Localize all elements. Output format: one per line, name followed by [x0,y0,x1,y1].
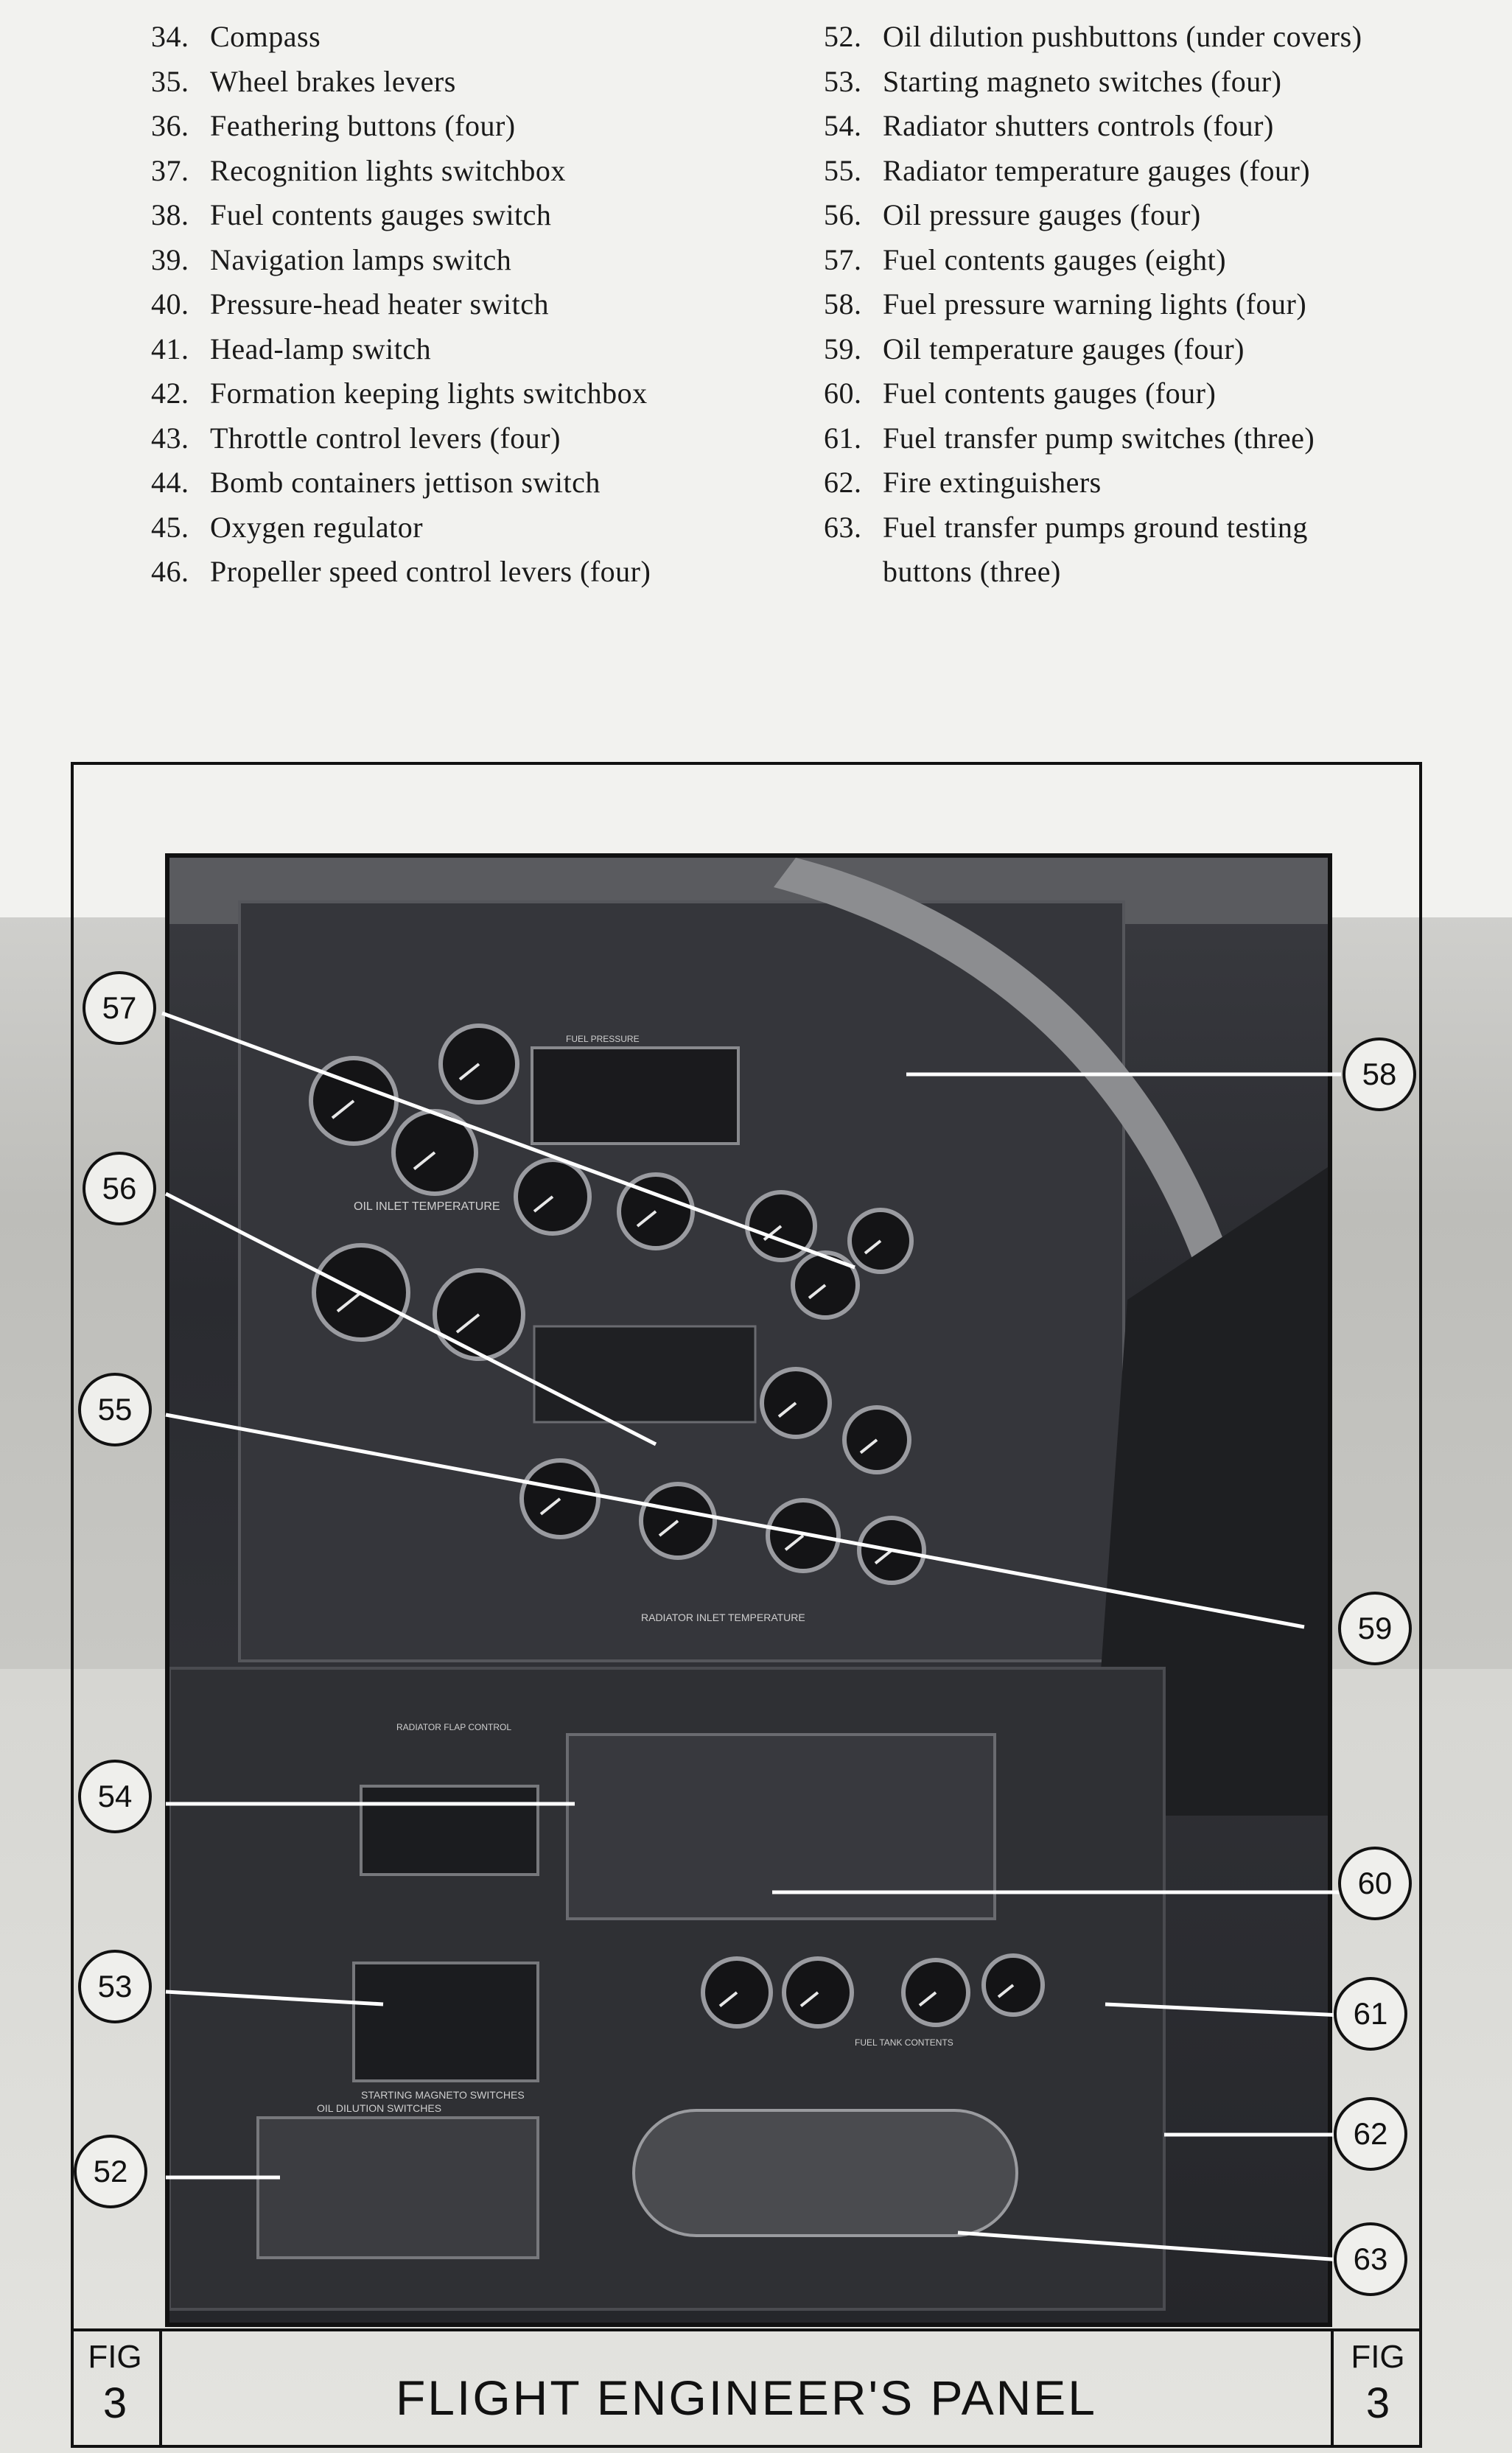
legend-text: Compass [210,20,321,53]
legend-text: Fuel transfer pumps ground testing buttons (three) [883,510,1308,588]
oil-inlet-temperature-label: OIL INLET TEMPERATURE [354,1200,500,1213]
fig-word-right: FIG [1351,2339,1405,2375]
legend-item [151,461,651,505]
legend-number: 60. [824,377,862,410]
callout-55: 55 [78,1373,152,1446]
legend-list-left [151,15,651,595]
legend-number: 63. [824,510,862,544]
legend-number: 61. [824,421,862,455]
legend-number: 45. [151,510,189,544]
legend-number: 59. [824,332,862,365]
legend-item [824,60,1362,105]
legend-number: 39. [151,242,189,276]
legend-item [151,104,651,149]
fig-label-right [1331,2331,1422,2448]
legend-number: 58. [824,287,862,321]
legend-number: 62. [824,466,862,499]
legend-number: 36. [151,109,189,142]
callout-53: 53 [78,1950,152,2023]
legend-number: 43. [151,421,189,455]
callout-56: 56 [83,1152,156,1225]
legend-item [824,282,1362,327]
callout-61: 61 [1334,1977,1407,2051]
legend-text: Fire extinguishers [883,466,1102,499]
panel-illustration [169,858,1328,2323]
legend-text: Feathering buttons (four) [210,109,516,142]
legend-list-right [824,15,1362,595]
legend-number: 38. [151,198,189,231]
legend-text: Fuel contents gauges switch [210,198,552,231]
legend-number: 57. [824,242,862,276]
legend-text: Pressure-head heater switch [210,287,549,321]
legend-item [151,505,651,550]
fig-word-left: FIG [88,2339,142,2375]
legend-item [824,505,1362,595]
legend-text: Oil pressure gauges (four) [883,198,1201,231]
magneto-switchbox [354,1963,538,2081]
legend-text: Oxygen regulator [210,510,424,544]
legend-number: 41. [151,332,189,365]
legend-item [824,416,1362,461]
legend-item [824,327,1362,372]
legend-item [151,550,651,595]
legend-text: Propeller speed control levers (four) [210,555,651,588]
legend-number: 46. [151,555,189,588]
warning-lights-panel [532,1048,738,1144]
legend-number: 54. [824,109,862,142]
legend-number: 42. [151,377,189,410]
legend-text: Fuel contents gauges (eight) [883,242,1227,276]
legend-number: 52. [824,20,862,53]
legend-number: 35. [151,64,189,98]
legend-item [151,371,651,416]
radiator-flap-control-label: RADIATOR FLAP CONTROL [396,1722,512,1732]
legend-text: Head-lamp switch [210,332,432,365]
legend-text: Formation keeping lights switchbox [210,377,648,410]
legend-number: 37. [151,153,189,187]
legend-item [824,371,1362,416]
flight-engineer-panel-photo [165,853,1332,2327]
callout-54: 54 [78,1760,152,1833]
legend-item [151,149,651,194]
legend-text: Wheel brakes levers [210,64,456,98]
legend-text: Oil dilution pushbuttons (under covers) [883,20,1362,53]
fuel-pressure-label: FUEL PRESSURE [566,1034,640,1044]
legend-item [824,149,1362,194]
figure-title: FLIGHT ENGINEER'S PANEL [395,2370,1098,2425]
legend-item [151,15,651,60]
legend-item [824,193,1362,238]
callout-52: 52 [74,2135,147,2208]
legend-number: 40. [151,287,189,321]
legend-text: Fuel transfer pump switches (three) [883,421,1315,455]
legend-text: Navigation lamps switch [210,242,512,276]
fire-extinguisher [634,2110,1017,2236]
legend-item [151,193,651,238]
legend-item [151,416,651,461]
fig-number-left: 3 [102,2379,127,2427]
fuel-tank-contents-label: FUEL TANK CONTENTS [855,2037,953,2048]
callout-57: 57 [83,971,156,1045]
starting-magneto-switches-label: STARTING MAGNETO SWITCHES [361,2089,525,2101]
legend-text: Fuel contents gauges (four) [883,377,1217,410]
legend-item [151,60,651,105]
blank-plate [567,1735,995,1919]
legend-text: Oil temperature gauges (four) [883,332,1245,365]
legend-item [824,104,1362,149]
legend-text: Bomb containers jettison switch [210,466,601,499]
legend-number: 44. [151,466,189,499]
legend-text: Radiator shutters controls (four) [883,109,1274,142]
bar-indicator-block [534,1326,755,1422]
legend-item [824,15,1362,60]
legend-item [151,327,651,372]
legend-number: 55. [824,153,862,187]
legend-number: 53. [824,64,862,98]
callout-60: 60 [1338,1847,1412,1920]
callout-59: 59 [1338,1592,1412,1665]
legend-text: Radiator temperature gauges (four) [883,153,1311,187]
callout-58: 58 [1343,1037,1416,1111]
legend-item [151,238,651,283]
legend-text: Fuel pressure warning lights (four) [883,287,1307,321]
legend-item [824,238,1362,283]
legend-text: Recognition lights switchbox [210,153,566,187]
oil-dilution-box [258,2118,538,2258]
legend-text: Starting magneto switches (four) [883,64,1282,98]
figure-footer [71,2328,1422,2448]
callout-62: 62 [1334,2097,1407,2171]
fig-number-right: 3 [1365,2379,1390,2427]
oil-dilution-switches-label: OIL DILUTION SWITCHES [317,2102,442,2114]
legend-item [151,282,651,327]
legend-number: 56. [824,198,862,231]
radiator-inlet-temperature-label: RADIATOR INLET TEMPERATURE [641,1612,805,1623]
legend-item [824,461,1362,505]
legend-number: 34. [151,20,189,53]
legend-text: Throttle control levers (four) [210,421,561,455]
callout-63: 63 [1334,2222,1407,2296]
radiator-shutter-switchbox [361,1786,538,1875]
